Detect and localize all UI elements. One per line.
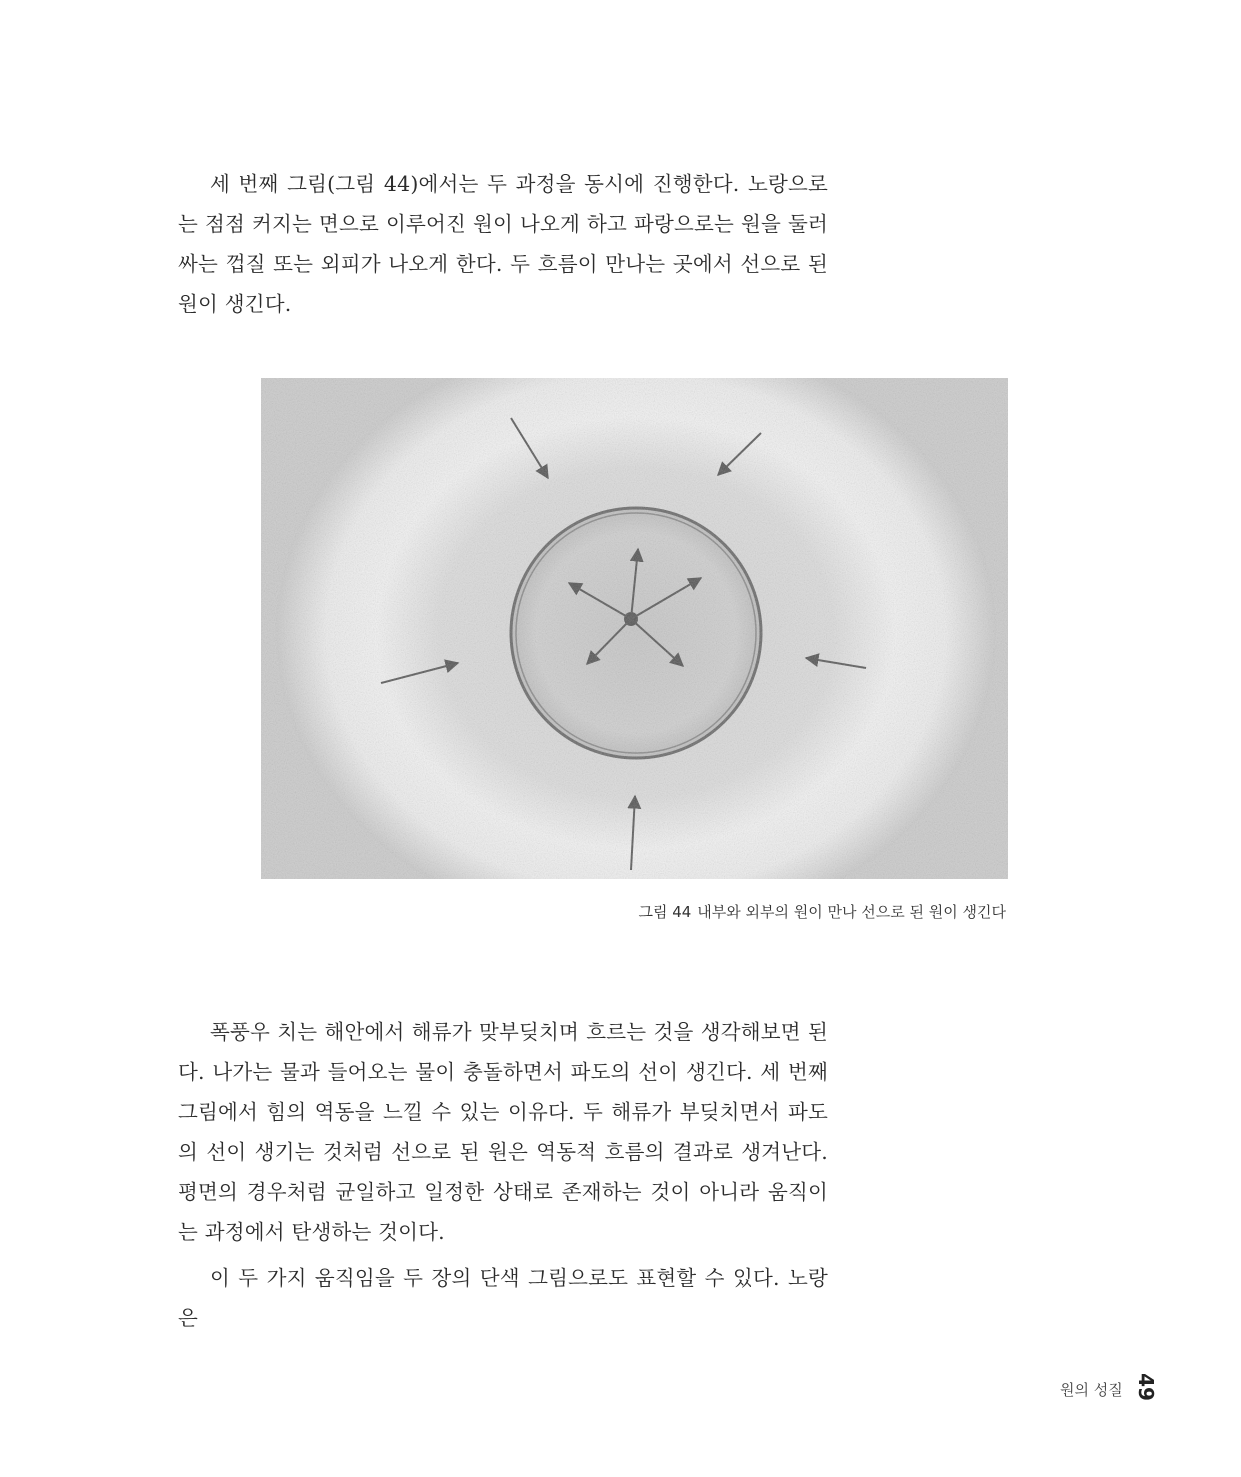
- running-head: 원의 성질: [1060, 1381, 1123, 1399]
- body-paragraph-2: 폭풍우 치는 해안에서 해류가 맞부딪치며 흐르는 것을 생각해보면 된다. 나가는 물과 들어오는 물이 충돌하면서 파도의 선이 생긴다. 세 번째 그림에서 힘의 역동을 느낄 수 있는 이유다. 두 해류가 부딪치면서 파도의 선이 생기는 것처럼 선으로 된 원은 역동적 흐름의 결과로 생겨난다. 평면의 경우처럼 균일하고 일정한 상태로 존재하는 것이 아니라 움직이는 과정에서 탄생하는 것이다.: [178, 1020, 828, 1244]
- page-number: 49: [1134, 1373, 1158, 1401]
- caption-label: 그림 44: [638, 903, 692, 921]
- pencil-grain: [261, 378, 1008, 879]
- pencil-drawing-figure: [261, 378, 1008, 879]
- caption-text: 내부와 외부의 원이 만나 선으로 된 원이 생긴다: [697, 903, 1006, 921]
- figure-caption: [638, 901, 1006, 922]
- body-paragraph-3: 이 두 가지 움직임을 두 장의 단색 그림으로도 표현할 수 있다. 노랑은: [178, 1266, 828, 1330]
- body-paragraph-1: 세 번째 그림(그림 44)에서는 두 과정을 동시에 진행한다. 노랑으로는 점점 커지는 면으로 이루어진 원이 나오게 하고 파랑으로는 원을 둘러싸는 껍질 또는 외피가 나오게 한다. 두 흐름이 만나는 곳에서 선으로 된 원이 생긴다.: [178, 172, 828, 316]
